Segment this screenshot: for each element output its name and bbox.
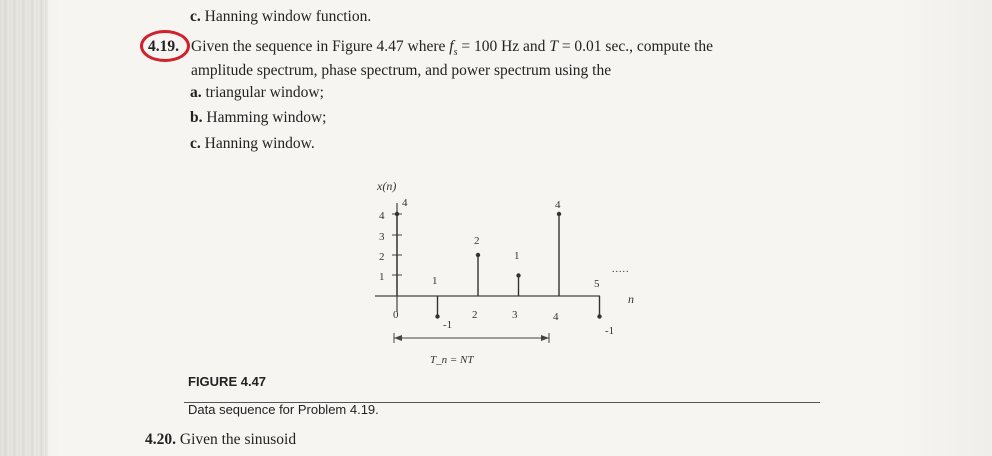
- problem-line-2: amplitude spectrum, phase spectrum, and power spectrum using the: [191, 62, 612, 79]
- stems-group: [395, 212, 602, 319]
- list-item-c: c. Hanning window.: [190, 135, 315, 152]
- figure-label: FIGURE 4.47: [188, 374, 267, 389]
- problem-number: 4.19.: [148, 38, 179, 55]
- stem-dot-n1: [435, 314, 439, 318]
- y-tick-label-2: 2: [379, 251, 385, 263]
- neg-label-n5: -1: [605, 325, 615, 337]
- n-label-4: 4: [553, 311, 559, 323]
- next-problem: 4.20. Given the sinusoid: [145, 431, 297, 448]
- list-item-b: b. Hamming window;: [190, 109, 327, 126]
- list-item-a: a. triangular window;: [190, 84, 324, 101]
- prev-item: c. Hanning window function.: [190, 8, 372, 25]
- continuation-dots: .....: [612, 264, 630, 275]
- stem-dot-n0: [395, 212, 399, 216]
- neg-label-n1: -1: [443, 319, 453, 331]
- period-arrowhead-left: [394, 335, 402, 341]
- stem-label-n0: 4: [402, 197, 408, 209]
- y-tick-label-1: 1: [379, 271, 385, 283]
- stem-dot-n3: [516, 273, 520, 277]
- period-arrowhead-right: [541, 335, 549, 341]
- n-label-0: 0: [393, 309, 399, 321]
- stem-label-n5: 5: [594, 278, 600, 290]
- stem-dot-n5: [597, 314, 601, 318]
- x-axis-label: n: [628, 292, 634, 306]
- stem-label-n1: 1: [432, 275, 438, 287]
- stem-dot-n4: [557, 212, 561, 216]
- n-label-3: 3: [512, 309, 518, 321]
- stem-label-n3: 1: [514, 250, 520, 262]
- stem-label-n2: 2: [474, 235, 480, 247]
- n-label-2: 2: [472, 309, 478, 321]
- stem-label-n4: 4: [555, 199, 561, 211]
- figure-caption: Data sequence for Problem 4.19.: [188, 402, 379, 417]
- period-label: T_n = NT: [430, 354, 474, 366]
- y-axis-label: x(n): [377, 179, 397, 193]
- y-tick-label-4: 4: [379, 210, 385, 222]
- problem-line-1: Given the sequence in Figure 4.47 where $f_s = 100$ Hz and T = 0.01 sec., compute the: [191, 38, 714, 59]
- y-tick-label-3: 3: [379, 231, 385, 243]
- stem-dot-n2: [476, 253, 480, 257]
